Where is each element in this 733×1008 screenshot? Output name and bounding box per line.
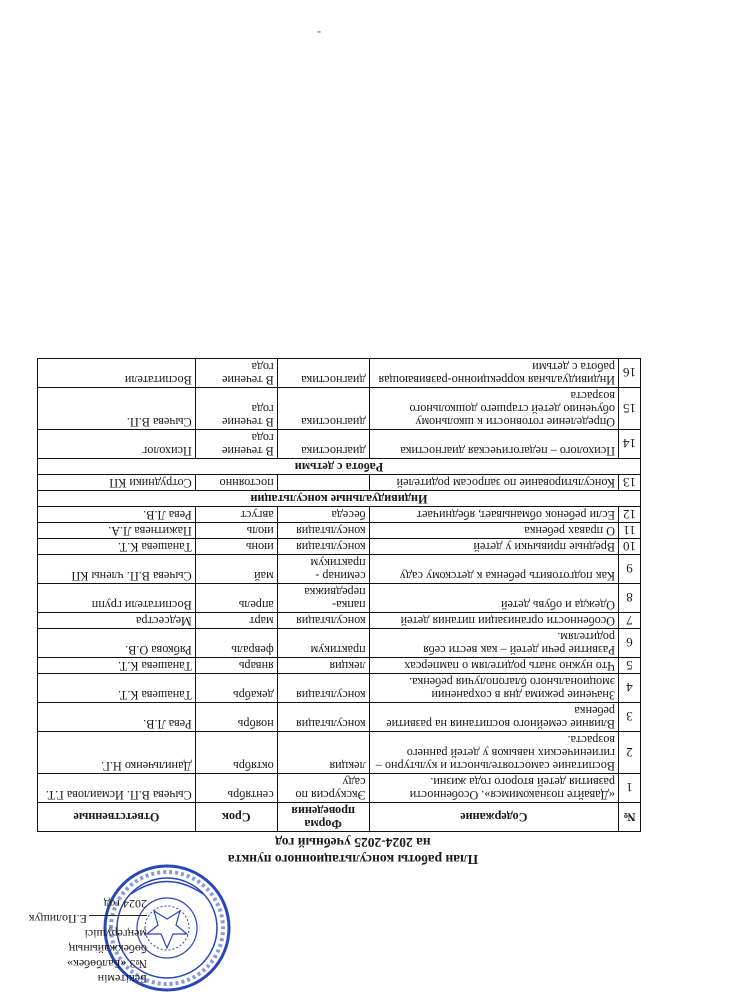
approval-line: бөбекжайының xyxy=(68,942,147,956)
cell-term: июль xyxy=(195,523,277,539)
page-mark: - xyxy=(317,26,321,40)
section-title: Индивидуальные консультации xyxy=(38,491,641,507)
cell-term: октябрь xyxy=(195,732,277,774)
cell-content: Определение готовности к школьному обучению детей старшего дошкольного возраста xyxy=(369,388,618,430)
cell-content: Воспитание самостоятельности и культурно – гигиенических навыков у детей раннего возраста. xyxy=(369,732,618,774)
cell-term: сентябрь xyxy=(195,774,277,803)
table-row xyxy=(38,539,641,555)
cell-form: семинар - практикум xyxy=(277,555,369,584)
cell-content: Особенности организации питания детей xyxy=(369,613,618,629)
table-row xyxy=(38,629,641,658)
approval-line: меңгерушісі xyxy=(84,927,147,941)
approval-line: 2024 год xyxy=(103,897,147,911)
cell-num: 5 xyxy=(619,658,641,674)
cell-content: Психолого – педагогическая диагностика xyxy=(369,430,618,459)
cell-content: Вредные привычки у детей xyxy=(369,539,618,555)
cell-term: ноябрь xyxy=(195,703,277,732)
approval-block xyxy=(29,896,147,986)
cell-form: беседа xyxy=(277,507,369,523)
cell-content: Одежда и обувь детей xyxy=(369,584,618,613)
cell-content: Как подготовить ребенка к детскому саду xyxy=(369,555,618,584)
cell-resp: Рева Л.В. xyxy=(38,507,196,523)
cell-form: диагностика xyxy=(277,359,369,388)
cell-form: консультация xyxy=(277,613,369,629)
cell-form: папка-передвижка xyxy=(277,584,369,613)
table-row xyxy=(38,584,641,613)
section-title: Работа с детьми xyxy=(38,459,641,475)
individual-section xyxy=(38,459,641,507)
cell-resp: Рябкова О.В. xyxy=(38,629,196,658)
table-row xyxy=(38,388,641,430)
cell-content: Значение режима дня в сохранении эмоционального благополучия ребенка. xyxy=(369,674,618,703)
cell-content: «Давайте познакомимся». Особенности развития детей второго года жизни. xyxy=(369,774,618,803)
children-rows xyxy=(38,359,641,459)
table-row xyxy=(38,658,641,674)
cell-resp: Танашева К.Т. xyxy=(38,539,196,555)
cell-term: декабрь xyxy=(195,674,277,703)
header-term: Срок xyxy=(195,803,277,832)
approval-line: №3 «Балбөбек» xyxy=(67,957,147,971)
cell-num: 3 xyxy=(619,703,641,732)
cell-term: март xyxy=(195,613,277,629)
cell-num: 9 xyxy=(619,555,641,584)
cell-content: Индивидуальная коррекционно-развивающая работа с детьми xyxy=(369,359,618,388)
cell-form: Экскурсия по саду xyxy=(277,774,369,803)
header-resp: Ответственные xyxy=(38,803,196,832)
cell-resp: Рева Л.В. xyxy=(38,703,196,732)
cell-term: В течение года xyxy=(195,388,277,430)
cell-term: апрель xyxy=(195,584,277,613)
cell-term: февраль xyxy=(195,629,277,658)
table-row xyxy=(38,475,641,491)
cell-term: июнь xyxy=(195,539,277,555)
cell-num: 7 xyxy=(619,613,641,629)
consultation-rows xyxy=(38,507,641,803)
cell-resp: Танашева К.Т. xyxy=(38,658,196,674)
plan-title: План работы консультационного пункта xyxy=(227,852,479,867)
cell-form: лекция xyxy=(277,658,369,674)
cell-num: 2 xyxy=(619,732,641,774)
cell-content: Если ребенок обманывает, ябедничает xyxy=(369,507,618,523)
cell-form: практикум xyxy=(277,629,369,658)
table-row xyxy=(38,613,641,629)
cell-form: консультация xyxy=(277,674,369,703)
cell-term: постоянно xyxy=(195,475,277,491)
cell-num: 16 xyxy=(619,359,641,388)
table-row xyxy=(38,732,641,774)
cell-resp: Психолог xyxy=(38,430,196,459)
table-row xyxy=(38,523,641,539)
approval-name: Е.Полищук xyxy=(28,912,87,926)
header-content: Содержание xyxy=(369,803,618,832)
cell-content: Что нужно знать родителям о памперсах xyxy=(369,658,618,674)
cell-num: 4 xyxy=(619,674,641,703)
cell-term: май xyxy=(195,555,277,584)
cell-resp: Сычева В.П. члены КП xyxy=(38,555,196,584)
cell-num: 11 xyxy=(619,523,641,539)
table-row xyxy=(38,703,641,732)
cell-num: 14 xyxy=(619,430,641,459)
cell-num: 10 xyxy=(619,539,641,555)
plan-subtitle: на 2024-2025 учебный год xyxy=(275,835,431,850)
cell-num: 12 xyxy=(619,507,641,523)
section-row xyxy=(38,459,641,475)
cell-resp: Пажитнева Л.А. xyxy=(38,523,196,539)
table-row xyxy=(38,774,641,803)
cell-content: Развитие речи детей – как вести себя родителям. xyxy=(369,629,618,658)
approval-signature xyxy=(29,911,147,926)
plan-table xyxy=(37,358,641,832)
cell-num: 15 xyxy=(619,388,641,430)
table-row xyxy=(38,507,641,523)
cell-term: В течение года xyxy=(195,359,277,388)
cell-form: консультация xyxy=(277,523,369,539)
cell-content: Влияние семейного воспитания на развитие ребенка xyxy=(369,703,618,732)
cell-resp: Танашева К.Т. xyxy=(38,674,196,703)
table-row xyxy=(38,430,641,459)
cell-content: Консультирование по запросам родителей xyxy=(369,475,618,491)
cell-resp: Данильченко Н.Г. xyxy=(38,732,196,774)
cell-form: консультация xyxy=(277,703,369,732)
cell-num: 6 xyxy=(619,629,641,658)
section-row xyxy=(38,491,641,507)
table-header-row xyxy=(38,803,641,832)
cell-form xyxy=(277,475,369,491)
cell-resp: Сычева В.П. Исмаилова Г.Т. xyxy=(38,774,196,803)
cell-num: 1 xyxy=(619,774,641,803)
cell-num: 13 xyxy=(619,475,641,491)
cell-num: 8 xyxy=(619,584,641,613)
cell-form: лекция xyxy=(277,732,369,774)
table-row xyxy=(38,359,641,388)
cell-form: диагностика xyxy=(277,388,369,430)
cell-term: август xyxy=(195,507,277,523)
cell-term: В течение года xyxy=(195,430,277,459)
cell-form: диагностика xyxy=(277,430,369,459)
header-num: № xyxy=(619,803,641,832)
cell-resp: Медсестра xyxy=(38,613,196,629)
signature-line xyxy=(89,915,147,916)
cell-content: О правах ребенка xyxy=(369,523,618,539)
cell-resp: Сычева В.П. xyxy=(38,388,196,430)
cell-resp: Воспитатели групп xyxy=(38,584,196,613)
table-row xyxy=(38,674,641,703)
cell-term: январь xyxy=(195,658,277,674)
cell-resp: Сотрудники КП xyxy=(38,475,196,491)
header-form: Форма проведения xyxy=(277,803,369,832)
table-row xyxy=(38,555,641,584)
approval-line: Бекітемін xyxy=(97,972,147,986)
cell-form: консультация xyxy=(277,539,369,555)
plan-title-block xyxy=(173,834,533,868)
cell-resp: Воспитатели xyxy=(38,359,196,388)
